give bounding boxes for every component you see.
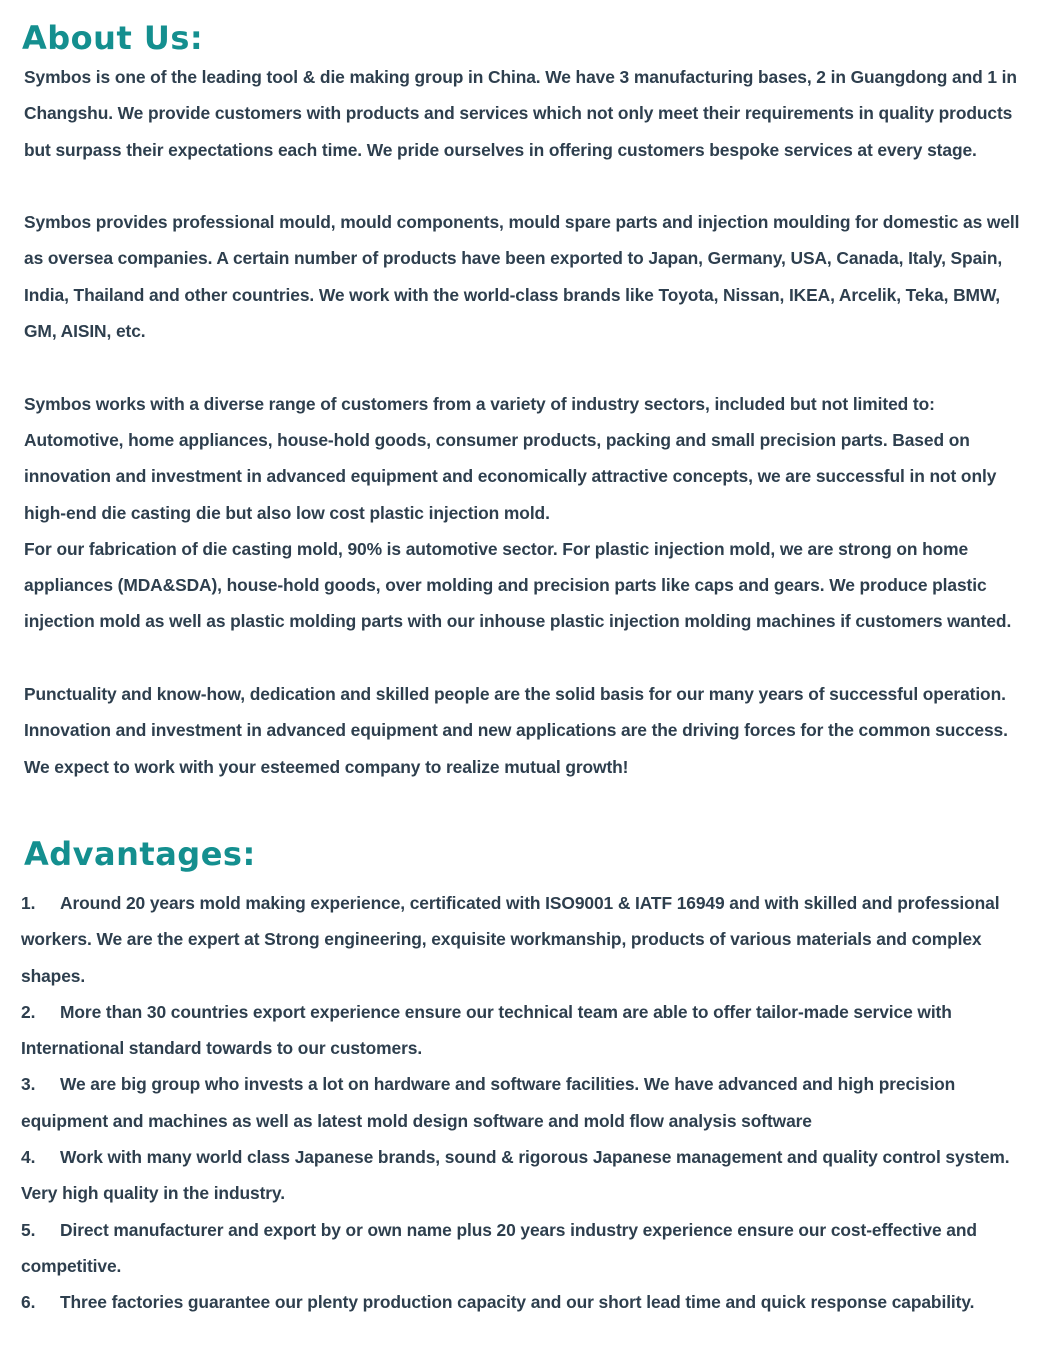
text-line: Around 20 years mold making experience, certificated with ISO9001 & IATF 16949 and with skilled and professional	[60, 893, 1000, 913]
item-number: 2.	[21, 1001, 36, 1022]
text-line: Very high quality in the industry.	[21, 1183, 285, 1204]
text-line: competitive.	[21, 1255, 122, 1276]
about-us-body	[24, 59, 1040, 785]
text-line: Innovation and investment in advanced equipment and new applications are the driving forces for the common success.	[24, 720, 1008, 741]
item-number: 4.	[21, 1147, 36, 1168]
item-number: 3.	[21, 1074, 36, 1095]
text-line: GM, AISIN, etc.	[24, 321, 146, 342]
text-line: high-end die casting die but also low cost plastic injection mold.	[24, 502, 550, 523]
advantages-heading: Advantages:	[24, 835, 256, 873]
advantage-item-6	[21, 1284, 1041, 1320]
about-paragraph-2	[24, 204, 1040, 349]
text-line: injection mold as well as plastic molding parts with our inhouse plastic injection molding machines if customers wanted.	[24, 611, 1012, 632]
about-paragraph-4	[24, 676, 1040, 785]
text-line: Work with many world class Japanese brands, sound & rigorous Japanese management and quality control system.	[60, 1147, 1010, 1168]
text-line: workers. We are the expert at Strong engineering, exquisite workmanship, products of various materials and complex	[21, 929, 982, 950]
item-number: 5.	[21, 1219, 36, 1240]
text-line: shapes.	[21, 965, 86, 986]
advantage-item-4	[21, 1139, 1041, 1212]
about-us-heading: About Us:	[22, 19, 204, 57]
advantage-item-3	[21, 1066, 1041, 1139]
advantages-list	[21, 885, 1041, 1321]
text-line: appliances (MDA&SDA), house-hold goods, over molding and precision parts like caps and gears. We produce plastic	[24, 575, 987, 596]
text-line: equipment and machines as well as latest mold design software and mold flow analysis software	[21, 1110, 812, 1131]
text-line: Three factories guarantee our plenty production capacity and our short lead time and quick response capability.	[60, 1292, 975, 1313]
text-line: as oversea companies. A certain number of products have been exported to Japan, Germany, USA, Canada, Italy, Spain,	[24, 248, 1003, 269]
text-line: We expect to work with your esteemed company to realize mutual growth!	[24, 756, 629, 777]
text-line: More than 30 countries export experience ensure our technical team are able to offer tailor-made service with	[60, 1001, 952, 1022]
about-paragraph-1	[24, 59, 1040, 168]
text-line: Symbos is one of the leading tool & die making group in China. We have 3 manufacturing bases, 2 in Guangdong and 1 in	[24, 67, 1017, 87]
text-line: Direct manufacturer and export by or own name plus 20 years industry experience ensure our cost-effective and	[60, 1219, 977, 1240]
advantage-item-2	[21, 994, 1041, 1067]
advantage-item-5	[21, 1212, 1041, 1285]
item-number: 6.	[21, 1292, 36, 1313]
text-line: Changshu. We provide customers with products and services which not only meet their requirements in quality products	[24, 103, 1013, 124]
text-line: For our fabrication of die casting mold, 90% is automotive sector. For plastic injection mold, we are strong on home	[24, 538, 969, 559]
text-line: Symbos works with a diverse range of customers from a variety of industry sectors, included but not limited to:	[24, 393, 935, 414]
text-line: Automotive, home appliances, house-hold goods, consumer products, packing and small precision parts. Based on	[24, 429, 970, 450]
text-line: International standard towards to our customers.	[21, 1038, 423, 1059]
text-line: We are big group who invests a lot on hardware and software facilities. We have advanced and high precision	[60, 1074, 956, 1095]
about-paragraph-3	[24, 386, 1040, 640]
advantage-item-1	[21, 885, 1041, 994]
paragraph-gap	[24, 640, 1040, 676]
text-line: Symbos provides professional mould, mould components, mould spare parts and injection moulding for domestic as well	[24, 212, 1020, 233]
paragraph-gap	[24, 168, 1040, 204]
text-line: innovation and investment in advanced equipment and economically attractive concepts, we are successful in not only	[24, 466, 997, 487]
text-line: Punctuality and know-how, dedication and skilled people are the solid basis for our many years of successful operation.	[24, 684, 1006, 705]
item-number: 1.	[21, 893, 36, 913]
text-line: India, Thailand and other countries. We work with the world-class brands like Toyota, Nissan, IKEA, Arcelik, Teka, BMW,	[24, 284, 1001, 305]
text-line: but surpass their expectations each time. We pride ourselves in offering customers bespoke services at every stage.	[24, 139, 977, 160]
paragraph-gap	[24, 349, 1040, 385]
